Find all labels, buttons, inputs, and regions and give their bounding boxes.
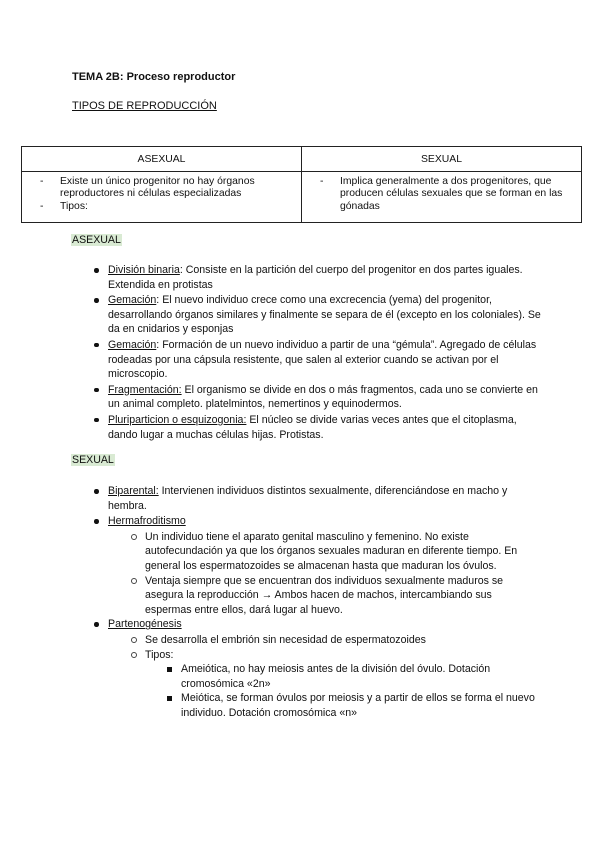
- item-term: Hermafroditismo: [108, 515, 186, 528]
- item-text: Intervienen individuos distintos sexualmente, diferenciándose en macho y hembra.: [108, 485, 508, 512]
- sub-list-item: [131, 648, 540, 663]
- list-item-biparental: [93, 484, 543, 513]
- item-sep: :: [156, 294, 160, 307]
- item-text: Ameiótica, no hay meiosis antes de la división del óvulo. Dotación cromosómica «2n»: [181, 663, 491, 690]
- list-item: [93, 383, 543, 412]
- sexual-section-label: [71, 454, 115, 466]
- sub-sub-list-item: [167, 662, 543, 691]
- list-item: [93, 263, 543, 292]
- list-item: [93, 338, 543, 382]
- item-term: Biparental:: [108, 485, 159, 497]
- sub-list-item: [131, 530, 540, 574]
- item-term: División binaria: [108, 264, 180, 276]
- table-header-sexual: SEXUAL: [302, 147, 582, 172]
- item-term: Partenogénesis: [108, 618, 182, 631]
- asexual-section-label: [71, 234, 122, 246]
- table-point: - Tipos:: [40, 201, 295, 213]
- sub-list-item: [131, 633, 540, 648]
- list-item: [93, 413, 543, 442]
- table-point: - Implica generalmente a dos progenitores, que producen células sexuales que se forman en las gónadas: [320, 176, 575, 213]
- item-text: Tipos:: [145, 648, 174, 661]
- item-text: Se desarrolla el embrión sin necesidad de espermatozoides: [145, 633, 426, 646]
- table-point: - Existe un único progenitor no hay órganos reproductores ni células especializadas: [40, 176, 295, 201]
- item-term: Gemación: [108, 294, 157, 307]
- highlighted-label: ASEXUAL: [72, 234, 121, 246]
- item-term: Fragmentación:: [108, 383, 182, 396]
- section-subheading: TIPOS DE REPRODUCCIÓN: [72, 100, 217, 112]
- table-header-asexual: ASEXUAL: [22, 147, 302, 172]
- highlighted-label: SEXUAL: [72, 454, 114, 466]
- item-text: El núcleo se divide varias veces antes que el citoplasma, dando lugar a muchas células hijas. Protistas.: [108, 413, 517, 441]
- document-title: TEMA 2B: Proceso reproductor: [72, 71, 236, 83]
- table-cell-sexual: [302, 172, 582, 223]
- sub-list-item: [131, 574, 540, 618]
- table-cell-asexual: [22, 172, 302, 223]
- asexual-list: [93, 263, 543, 443]
- sexual-list: [93, 484, 543, 721]
- item-text: El organismo se divide en dos o más fragmentos, cada uno se convierte en un animal completo. platelmintos, nemertinos y equinodermos.: [108, 383, 538, 411]
- item-text: El nuevo individuo crece como una excrecencia (yema) del progenitor, desarrollando órganos similares y finalmente se separa de él (excepto en los coloniales). Se da en cnidarios y esponjas: [108, 294, 541, 336]
- list-item-hermafroditismo: [93, 514, 543, 529]
- sub-sub-list-item: [167, 691, 543, 720]
- list-item: [93, 293, 543, 337]
- item-text: Ventaja siempre que se encuentran dos individuos sexualmente maduros se asegura la reproducción → Ambos hacen de machos, intercambiando sus espermas entre ellos, dará lugar al huevo.: [145, 574, 504, 616]
- item-text: Formación de un nuevo individuo a partir de una “gémula”. Agregado de células rodeadas por una cápsula resistente, que salen al exterior cuando se activan por el microscopio.: [108, 338, 537, 381]
- item-sep: :: [156, 338, 160, 351]
- item-text: Un individuo tiene el aparato genital masculino y femenino. No existe autofecundación ya que los órganos sexuales maduran en diferente tiempo. En general los espermatozoides se almacenan hasta que maduran los óvulos.: [145, 530, 518, 572]
- item-text: Meiótica, se forman óvulos por meiosis y a partir de ellos se forma el nuevo individuo. Dotación cromosómica «n»: [181, 692, 535, 719]
- item-term: Gemación: [108, 338, 157, 351]
- item-text: Consiste en la partición del cuerpo del progenitor en dos partes iguales. Extendida en protistas: [108, 264, 523, 291]
- list-item-partenogenesis: [93, 617, 543, 632]
- reproduction-types-table: [21, 146, 582, 223]
- item-sep: :: [179, 264, 183, 276]
- item-term: Pluriparticion o esquizogonia:: [108, 413, 247, 426]
